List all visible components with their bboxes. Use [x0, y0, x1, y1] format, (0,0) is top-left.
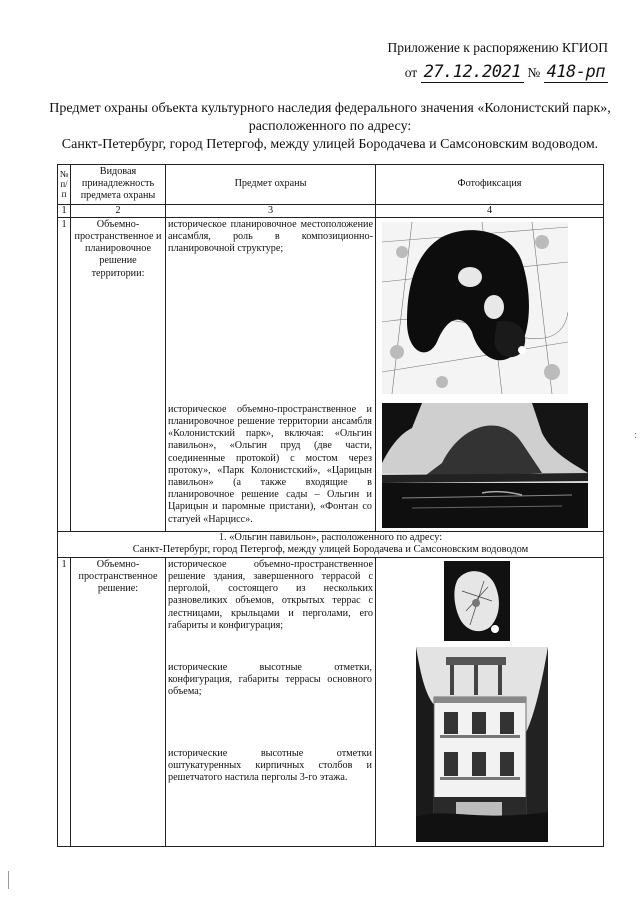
- subject-item-1: историческое объемно-пространственное решение здания, завершенного террасой с перголой, состоящего из нескольких разновеликих объемов, открытых террас с лестницами, крыльцами и перголами, его габариты и конфигурация;: [168, 558, 373, 631]
- row-number: 1: [58, 217, 71, 531]
- column-numbers-row: [58, 204, 604, 217]
- title-line-1: Предмет охраны объекта культурного наследия федерального значения «Колонистский парк»,: [49, 101, 611, 116]
- subject-item-2: историческое объемно-пространственное и планировочное решение территории ансамбля «Колонистский парк», включая: «Ольгин павильон», «Ольгин пруд (две части, соединенные протокой) с мостом через протоку», «Парк Колонистский», «Царицын павильон» (а также входящие в планировочное решение сады – Ольгин и Царицын и паромные пристани), «Фонтан со статуей «Нарцисс».: [168, 403, 372, 525]
- protection-table: [57, 164, 604, 847]
- col-header-photo: Фотофиксация: [376, 165, 604, 205]
- row-number: 1: [58, 557, 71, 846]
- appendix-header: Приложение к распоряжению КГИОП: [387, 40, 608, 55]
- lake-landscape-photo: [382, 403, 588, 528]
- island-plan-photo: [444, 561, 510, 641]
- protection-subject: [166, 217, 376, 531]
- title-line-3: Санкт-Петербург, город Петергоф, между улицей Бородачева и Самсоновским водоводом.: [61, 137, 599, 152]
- subject-item-2: исторические высотные отметки, конфигурация, габариты террасы основного объема;: [168, 661, 372, 698]
- protection-type: Объемно-пространственное и планировочное решение территории:: [71, 217, 166, 531]
- date-prefix: от: [404, 65, 418, 80]
- title-line-2: расположенного по адресу:: [248, 119, 412, 134]
- pavilion-building-photo: [416, 647, 548, 842]
- subject-item-3: исторические высотные отметки оштукатуренных кирпичных столбов и решетчатого настила перголы 3-го этажа.: [168, 747, 372, 784]
- col-number: 1: [58, 204, 71, 217]
- protection-subject: [166, 557, 376, 846]
- table-row: [58, 217, 604, 531]
- page-edge-mark: :: [634, 430, 637, 441]
- col-header-num: № п/п: [58, 165, 71, 205]
- subsection-line-1: 1. «Ольгин павильон», расположенного по адресу:: [218, 531, 443, 543]
- photo-cell: [376, 557, 604, 846]
- photo-cell: [376, 217, 604, 531]
- aerial-plan-photo: [382, 222, 568, 394]
- table-header-row: [58, 165, 604, 205]
- col-number: 3: [166, 204, 376, 217]
- subject-item-1: историческое планировочное местоположение ансамбля, роль в композиционно-планировочной структуре;: [168, 218, 373, 255]
- col-number: 4: [376, 204, 604, 217]
- order-date-line: [405, 62, 608, 82]
- subsection-heading: [58, 531, 604, 557]
- handwritten-number: 418-рп: [544, 62, 608, 83]
- col-header-subject: Предмет охраны: [166, 165, 376, 205]
- subsection-line-2: Санкт-Петербург, город Петергоф, между улицей Бородачева и Самсоновским водоводом: [132, 543, 529, 555]
- col-number: 2: [71, 204, 166, 217]
- subsection-row: [58, 531, 604, 557]
- protection-type: Объемно-пространственное решение:: [71, 557, 166, 846]
- col-header-type: Видовая принадлежность предмета охраны: [71, 165, 166, 205]
- number-prefix: №: [527, 65, 541, 80]
- handwritten-date: 27.12.2021: [421, 62, 524, 83]
- document-title: [40, 100, 620, 154]
- table-row: [58, 557, 604, 846]
- scan-edge-line: [8, 871, 13, 889]
